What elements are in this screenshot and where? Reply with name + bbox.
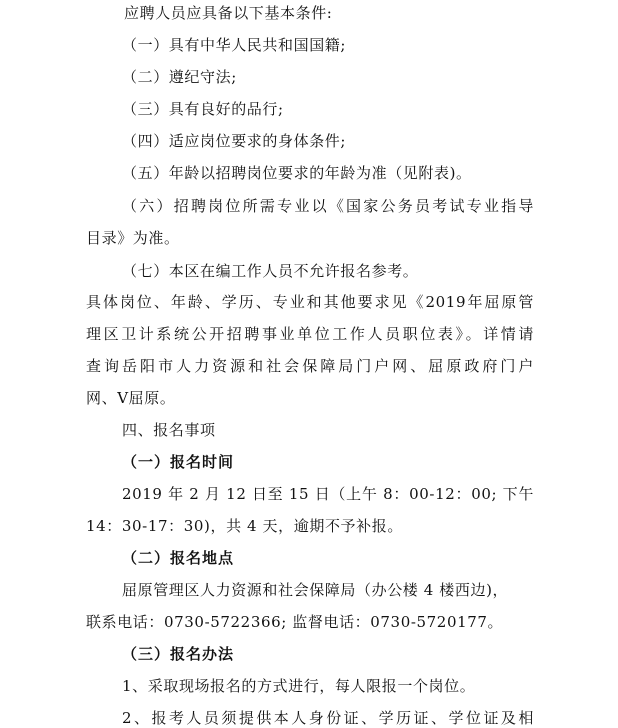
registration-method-heading: （三）报名办法	[122, 645, 235, 663]
condition-6-major-line1: （六）招聘岗位所需专业以《国家公务员考试专业指导	[122, 197, 534, 215]
registration-location-address: 屈原管理区人力资源和社会保障局（办公楼 4 楼西边)，	[122, 581, 509, 599]
condition-6-major-line2: 目录》为准。	[86, 229, 180, 247]
details-paragraph-line2: 理区卫计系统公开招聘事业单位工作人员职位表》。详情请	[86, 325, 534, 343]
conditions-intro: 应聘人员应具备以下基本条件:	[124, 4, 333, 22]
contact-phones: 联系电话：0730-5722366; 监督电话：0730-5720177。	[86, 613, 504, 631]
registration-time-line1: 2019 年 2 月 12 日至 15 日（上午 8：00-12：00; 下午	[122, 485, 534, 503]
registration-time-line2: 14：30-17：30)，共 4 天，逾期不予补报。	[86, 517, 403, 535]
condition-3-conduct: （三）具有良好的品行;	[122, 100, 284, 118]
condition-7-staff: （七）本区在编工作人员不允许报名参考。	[122, 262, 419, 280]
registration-location-heading: （二）报名地点	[122, 549, 235, 567]
registration-method-item-1: 1、采取现场报名的方式进行，每人限报一个岗位。	[122, 677, 476, 695]
condition-5-age: （五）年龄以招聘岗位要求的年龄为准（见附表)。	[122, 164, 472, 182]
details-paragraph-line4: 网、V屈原。	[86, 389, 176, 407]
registration-method-item-2: 2、报考人员须提供本人身份证、学历证、学位证及相	[122, 709, 534, 727]
section-4-heading: 四、报名事项	[122, 421, 216, 439]
condition-4-health: （四）适应岗位要求的身体条件;	[122, 132, 347, 150]
registration-time-heading: （一）报名时间	[122, 453, 235, 471]
details-paragraph-line3: 查询岳阳市人力资源和社会保障局门户网、屈原政府门户	[86, 357, 534, 375]
details-paragraph-line1: 具体岗位、年龄、学历、专业和其他要求见《2019年屈原管	[86, 293, 534, 311]
condition-1-nationality: （一）具有中华人民共和国国籍;	[122, 36, 347, 54]
condition-2-law: （二）遵纪守法;	[122, 68, 237, 86]
